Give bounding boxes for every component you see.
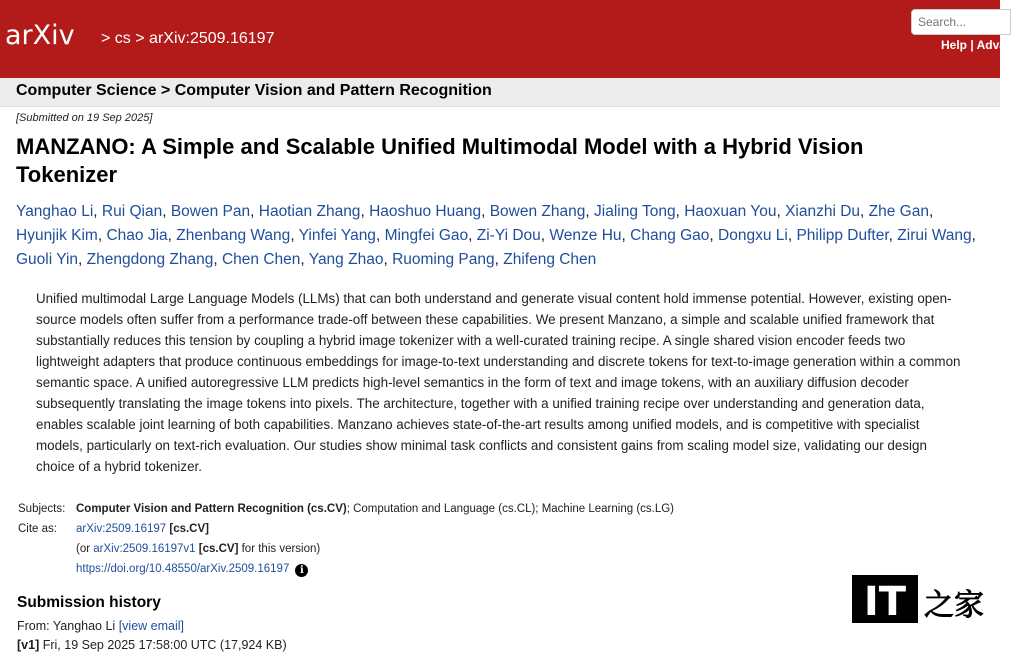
author-separator: ,: [787, 227, 797, 244]
author-separator: ,: [300, 251, 309, 268]
author-link[interactable]: Zhe Gan: [868, 203, 929, 220]
author-link[interactable]: Ruoming Pang: [392, 251, 495, 268]
breadcrumb-sep: >: [101, 30, 111, 47]
cite-row: [18, 523, 209, 535]
author-link[interactable]: Haoxuan You: [684, 203, 777, 220]
author-link[interactable]: Zirui Wang: [897, 227, 972, 244]
author-link[interactable]: Yinfei Yang: [298, 227, 376, 244]
author-separator: ,: [213, 251, 222, 268]
author-link[interactable]: Zi-Yi Dou: [476, 227, 541, 244]
links-separator: |: [970, 38, 974, 52]
watermark-suffix-text: 之家: [924, 588, 984, 623]
other-subjects: ; Computation and Language (cs.CL); Machine Learning (cs.LG): [346, 503, 675, 515]
author-link[interactable]: Rui Qian: [101, 203, 163, 220]
author-separator: ,: [971, 227, 976, 244]
doi-row: [76, 563, 308, 577]
author-separator: ,: [494, 251, 504, 268]
arxiv-header: [0, 0, 1006, 78]
author-separator: ,: [97, 227, 107, 244]
arxiv-logo[interactable]: [5, 17, 97, 60]
author-separator: ,: [888, 227, 898, 244]
cite-category: [cs.CV]: [169, 523, 209, 535]
author-separator: ,: [360, 203, 370, 220]
subjects-row: [18, 503, 674, 515]
category-bar: [0, 78, 1000, 107]
author-link[interactable]: Chao Jia: [106, 227, 168, 244]
author-separator: ,: [860, 203, 869, 220]
submission-history-heading: Submission history: [17, 594, 161, 611]
author-link[interactable]: Hyunjik Kim: [16, 227, 98, 244]
author-link[interactable]: Yanghao Li: [16, 203, 94, 220]
cite-version-row: [76, 543, 320, 555]
author-link[interactable]: Wenze Hu: [549, 227, 622, 244]
version-details: Fri, 19 Sep 2025 17:58:00 UTC (17,924 KB): [42, 638, 287, 652]
author-separator: ,: [928, 203, 934, 220]
author-link[interactable]: Xianzhi Du: [785, 203, 861, 220]
header-links: [941, 38, 1006, 52]
cite-version-suffix: for this version): [241, 543, 321, 555]
advanced-search-link[interactable]: Adva: [976, 38, 1006, 52]
arxiv-logo-text: arXiv: [5, 20, 75, 51]
author-separator: ,: [709, 227, 719, 244]
author-link[interactable]: Bowen Pan: [170, 203, 251, 220]
submitter-row: [17, 619, 184, 633]
author-separator: ,: [162, 203, 171, 220]
author-link[interactable]: Zhifeng Chen: [503, 251, 597, 268]
author-link[interactable]: Yang Zhao: [308, 251, 384, 268]
author-link[interactable]: Haoshuo Huang: [369, 203, 482, 220]
author-separator: ,: [167, 227, 177, 244]
author-separator: ,: [250, 203, 259, 220]
author-separator: ,: [540, 227, 550, 244]
category-breadcrumb: Computer Science > Computer Vision and Pattern Recognition: [16, 82, 492, 99]
author-separator: ,: [468, 227, 477, 244]
author-link[interactable]: Mingfei Gao: [384, 227, 469, 244]
cite-arxiv-link[interactable]: arXiv:2509.16197: [76, 523, 167, 535]
author-link[interactable]: Guoli Yin: [16, 251, 79, 268]
author-link[interactable]: Philipp Dufter: [796, 227, 889, 244]
author-list: [16, 200, 986, 272]
ithome-watermark: [852, 575, 987, 627]
doi-link[interactable]: https://doi.org/10.48550/arXiv.2509.16197: [76, 563, 290, 575]
author-separator: ,: [375, 227, 385, 244]
author-link[interactable]: Zhengdong Zhang: [86, 251, 214, 268]
cite-version-category: [cs.CV]: [198, 543, 239, 555]
author-separator: ,: [383, 251, 393, 268]
author-link[interactable]: Zhenbang Wang: [176, 227, 291, 244]
info-icon[interactable]: i: [295, 564, 308, 577]
help-link[interactable]: Help: [941, 38, 968, 52]
author-link[interactable]: Dongxu Li: [718, 227, 788, 244]
breadcrumb-cs[interactable]: cs: [114, 30, 131, 47]
author-link[interactable]: Haotian Zhang: [258, 203, 361, 220]
breadcrumb-sep: >: [135, 30, 145, 47]
abstract: Unified multimodal Large Language Models (LLMs) that can both understand and generate visual content hold immense potential. However, existing open-source models often suffer from a performance trade-off between these capabilities. We present Manzano, a simple and scalable unified framework that substantially reduces this tension by coupling a hybrid image tokenizer with a well-curated training recipe. A single shared vision encoder feeds two lightweight adapters that produce continuous embeddings for image-to-text understanding and discrete tokens for text-to-image generation within a common semantic space. A unified autoregressive LLM predicts high-level semantics in the form of text and image tokens, with an auxiliary diffusion decoder subsequently translating the image tokens into pixels. The architecture, together with a unified training recipe over understanding and generation data, enables scalable joint learning of both capabilities. Manzano achieves state-of-the-art results among unified models, and is competitive with specialist models, particularly on text-rich evaluation. Our studies show minimal task conflicts and consistent gains from scaling model size, validating our design choice of a hybrid tokenizer.: [36, 291, 961, 474]
breadcrumb: [101, 30, 274, 48]
subjects-label: Subjects:: [18, 503, 66, 515]
author-separator: ,: [78, 251, 87, 268]
cite-label: Cite as:: [18, 523, 57, 535]
author-link[interactable]: Jialing Tong: [594, 203, 676, 220]
version-label: [v1]: [17, 638, 40, 652]
primary-subject: Computer Vision and Pattern Recognition (cs.CV): [76, 503, 347, 515]
submitter-name: From: Yanghao Li: [17, 619, 116, 633]
breadcrumb-paper-id: arXiv:2509.16197: [149, 30, 275, 47]
author-separator: ,: [621, 227, 631, 244]
version-row: [17, 638, 287, 652]
submitted-date: [Submitted on 19 Sep 2025]: [16, 112, 153, 124]
author-link[interactable]: Chang Gao: [630, 227, 710, 244]
cite-or-prefix: (or: [76, 543, 91, 555]
author-link[interactable]: Chen Chen: [221, 251, 301, 268]
author-separator: ,: [481, 203, 490, 220]
author-separator: ,: [93, 203, 102, 220]
author-separator: ,: [675, 203, 685, 220]
watermark-it-text: IT: [863, 579, 907, 625]
paper-title: MANZANO: A Simple and Scalable Unified Multimodal Model with a Hybrid Vision Tokenizer: [16, 134, 864, 187]
author-separator: ,: [585, 203, 594, 220]
view-email-link[interactable]: [view email]: [118, 619, 184, 633]
cite-version-link[interactable]: arXiv:2509.16197v1: [93, 543, 196, 555]
author-link[interactable]: Bowen Zhang: [489, 203, 586, 220]
author-separator: ,: [776, 203, 786, 220]
author-separator: ,: [290, 227, 299, 244]
search-input[interactable]: [911, 9, 1011, 35]
